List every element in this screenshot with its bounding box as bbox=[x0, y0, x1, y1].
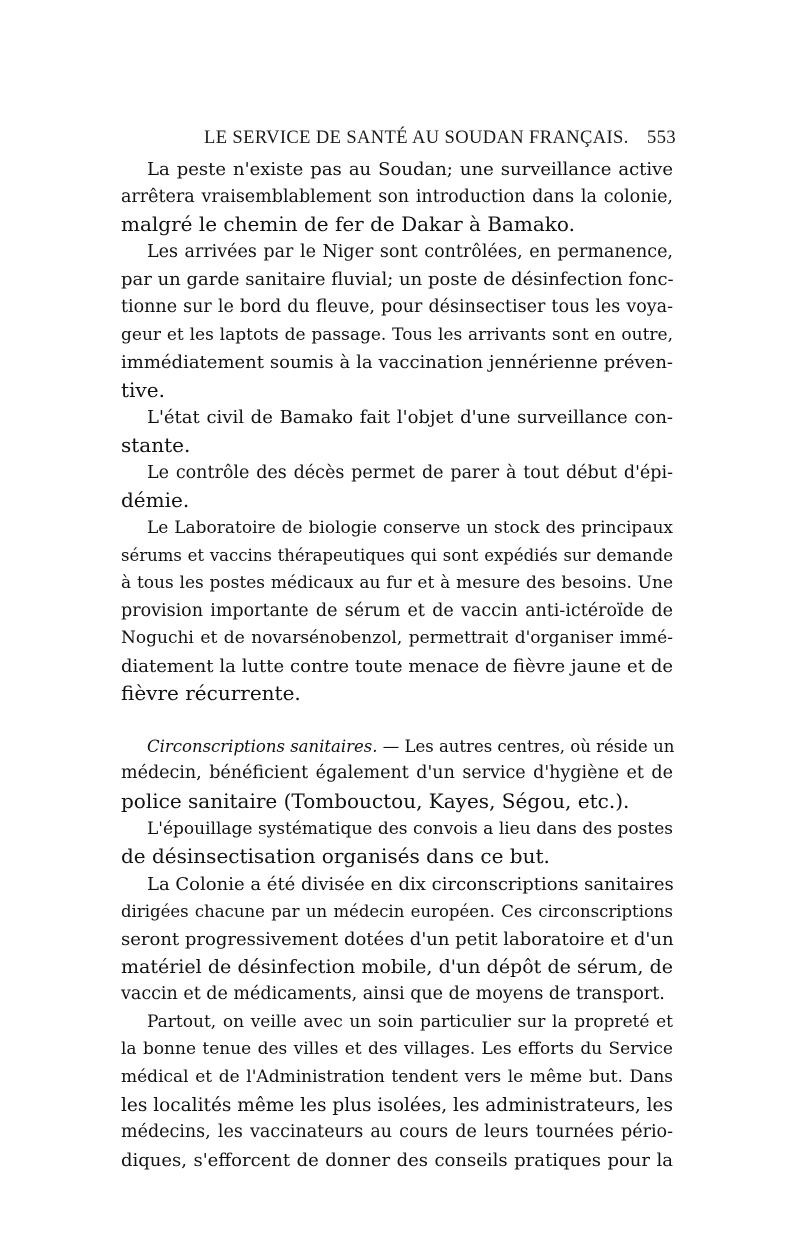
text-line: malgré le chemin de fer de Dakar à Bamako. bbox=[121, 212, 575, 237]
section-first-line bbox=[121, 733, 673, 761]
text-line: police sanitaire (Tombouctou, Kayes, Ségou, etc.). bbox=[121, 789, 630, 814]
text-line: La Colonie a été divisée en dix circonscriptions sanitaires bbox=[147, 873, 674, 895]
text-line: tionne sur le bord du fleuve, pour désinsectiser tous les voya- bbox=[121, 296, 673, 317]
text-line: médecin, bénéficient également d'un service d'hygiène et de bbox=[121, 763, 673, 784]
text-line: médecins, les vaccinateurs au cours de leurs tournées pério- bbox=[121, 1122, 673, 1143]
page-number: 553 bbox=[647, 128, 676, 148]
text-line: Les arrivées par le Niger sont contrôlées, en permanence, bbox=[147, 241, 673, 262]
text-line: Noguchi et de novarsénobenzol, permettrait d'organiser immé- bbox=[121, 628, 673, 649]
text-line: arrêtera vraisemblablement son introduction dans la colonie, bbox=[121, 186, 673, 207]
text-line: tive. bbox=[121, 377, 165, 402]
text-line: diatement la lutte contre toute menace de fièvre jaune et de bbox=[121, 655, 673, 677]
text-line: de désinsectisation organisés dans ce but. bbox=[121, 844, 550, 869]
text-line: vaccin et de médicaments, ainsi que de moyens de transport. bbox=[121, 984, 665, 1005]
text-line: L'épouillage systématique des convois a lieu dans des postes bbox=[147, 818, 673, 839]
body-text bbox=[121, 156, 673, 1174]
text-line: Partout, on veille avec un soin particulier sur la propreté et bbox=[147, 1011, 673, 1032]
text-line: L'état civil de Bamako fait l'objet d'une surveillance con- bbox=[147, 407, 673, 429]
text-line: sérums et vaccins thérapeutiques qui sont expédiés sur demande bbox=[121, 546, 673, 566]
text-line: dirigées chacune par un médecin européen. Ces circonscriptions bbox=[121, 902, 673, 922]
text-line: stante. bbox=[121, 432, 191, 457]
text-line: Le contrôle des décès permet de parer à tout début d'épi- bbox=[147, 462, 673, 483]
text-line: démie. bbox=[121, 488, 190, 513]
text-line: les localités même les plus isolées, les administrateurs, les bbox=[121, 1094, 674, 1116]
text-line: médical et de l'Administration tendent vers le même but. Dans bbox=[121, 1067, 673, 1087]
text-line: matériel de désinfection mobile, d'un dépôt de sérum, de bbox=[121, 955, 673, 978]
text-line: immédiatement soumis à la vaccination jennérienne préven- bbox=[121, 352, 673, 374]
text-line: par un garde sanitaire fluvial; un poste de désinfection fonc- bbox=[121, 269, 674, 291]
text-line: fièvre récurrente. bbox=[121, 681, 301, 706]
text-line: provision importante de sérum et de vaccin anti-ictéroïde de bbox=[121, 600, 673, 621]
text-line: diques, s'efforcent de donner des conseils pratiques pour la bbox=[121, 1149, 673, 1171]
running-head bbox=[148, 128, 676, 154]
running-head-title: LE SERVICE DE SANTÉ AU SOUDAN FRANÇAIS. bbox=[204, 128, 629, 148]
text-line: à tous les postes médicaux au fur et à mesure des besoins. Une bbox=[121, 572, 673, 593]
text-line: La peste n'existe pas au Soudan; une surveillance active bbox=[147, 159, 673, 180]
section-heading: Circonscriptions sanitaires. bbox=[147, 736, 378, 756]
section-gap bbox=[121, 708, 673, 733]
text-line: geur et les laptots de passage. Tous les arrivants sont en outre, bbox=[121, 324, 673, 345]
text-line: la bonne tenue des villes et des villages. Les efforts du Service bbox=[121, 1039, 673, 1060]
section-first-line-text: — Les autres centres, où réside un bbox=[382, 736, 675, 756]
text-line: Le Laboratoire de biologie conserve un stock des principaux bbox=[147, 517, 673, 538]
text-line: seront progressivement dotées d'un petit laboratoire et d'un bbox=[121, 929, 674, 951]
